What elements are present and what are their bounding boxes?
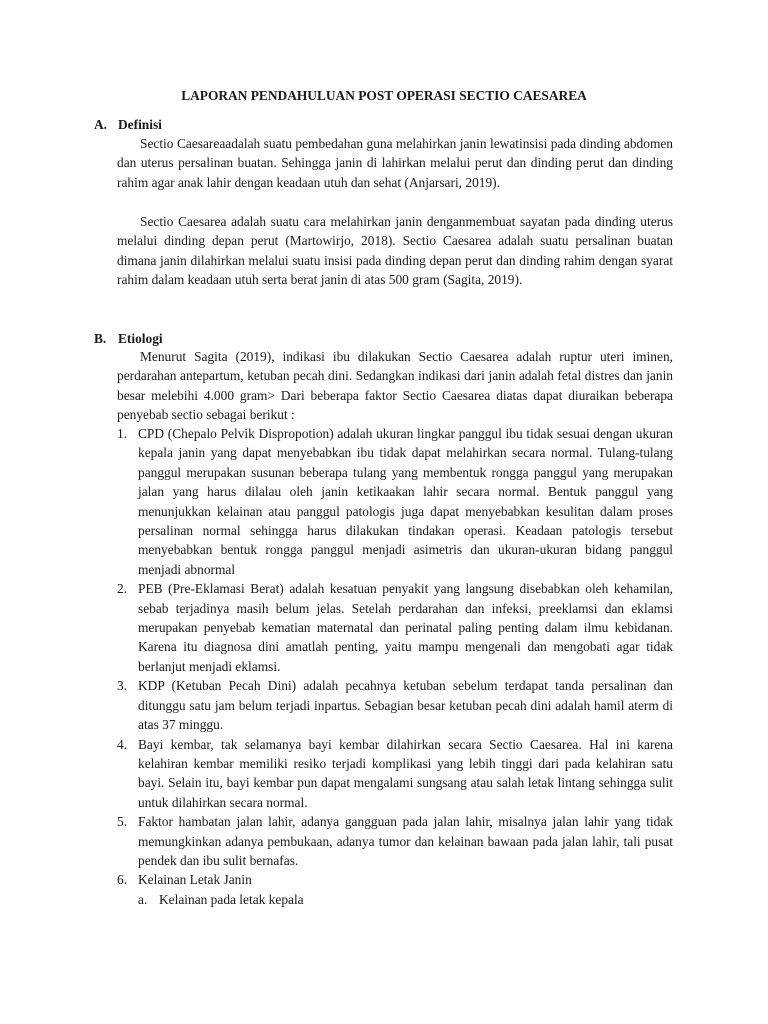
list-item-number: 5. — [117, 814, 128, 830]
section-a-title: Definisi — [118, 117, 162, 132]
list-item-text: Kelainan Letak Janin — [138, 872, 252, 888]
document-title: LAPORAN PENDAHULUAN POST OPERASI SECTIO CAESAREA — [181, 88, 587, 103]
list-item — [117, 812, 673, 870]
section-a-heading — [94, 115, 162, 134]
list-item-number: 4. — [117, 736, 128, 752]
list-item-number: 3. — [117, 678, 128, 694]
list-item-number: 2. — [117, 581, 128, 597]
section-b-heading — [94, 329, 163, 348]
list-item-text: KDP (Ketuban Pecah Dini) adalah pecahnya ketuban sebelum terdapat tanda persalinan dan ditunggu satu jam belum terjadi inpartus. Sebagian besar ketuban pecah dini adalah hamil aterm di atas 37 minggu. — [138, 678, 673, 733]
etiologi-intro-paragraph: Menurut Sagita (2019), indikasi ibu dilakukan Sectio Caesarea adalah ruptur uteri iminen, perdarahan antepartum, ketuban pecah dini. Sedangkan indikasi dari janin adalah fetal distres dan janin besar melebihi 4.000 gram> Dari beberapa faktor Sectio Caesarea diatas dapat diuraikan beberapa penyebab sectio sebagai berikut : — [117, 349, 673, 423]
list-item-number: 1. — [117, 426, 128, 441]
list-item-text: Faktor hambatan jalan lahir, adanya gangguan pada jalan lahir, misalnya jalan lahir yang tidak memungkinkan adanya pembukaan, adanya tumor dan kelainan bawaan pada jalan lahir, tali pusat pendek dan ibu sulit bernafas. — [138, 814, 673, 868]
sub-list-item-text: Kelainan pada letak kepala — [159, 891, 304, 907]
list-item — [117, 870, 673, 889]
sub-list-item — [138, 890, 673, 909]
section-b-title: Etiologi — [118, 331, 163, 346]
list-item-text: PEB (Pre-Eklamasi Berat) adalah kesatuan penyakit yang langsung disebabkan oleh kehamilan, sebab terjadinya masih belum jelas. Setelah perdarahan dan infeksi, preeklamsi dan eklamsi merupakan penyebab kematian maternatal dan perinatal paling penting dalam ilmu kebidanan. Karena itu diagnosa dini amatlah penting, yaitu mampu mengenali dan mengobati agar tidak berlanjut menjadi eklamsi. — [138, 581, 673, 674]
list-item-text: CPD (Chepalo Pelvik Dispropotion) adalah ukuran lingkar panggul ibu tidak sesuai dengan ukuran kepala janin yang dapat menyebabkan ibu tidak dapat melahirkan secara normal. Tulang-tulang panggul merupakan susunan beberapa tulang yang membentuk rongga panggul yang merupakan jalan yang harus dilalau oleh janin ketikaakan lahir secara normal. Bentuk panggul yang menunjukkan kelainan atau panggul patologis juga dapat menyebabkan kesulitan dalam proses persalinan normal sehingga harus dilakukan tindakan operasi. Keadaan patologis tersebut menyebabkan bentuk rongga panggul menjadi asimetris dan ukuran-ukuran bidang panggul menjadi abnormal — [138, 426, 673, 577]
list-item — [117, 579, 673, 676]
sub-list-item-letter: a. — [138, 891, 148, 907]
section-a-letter: A. — [94, 117, 108, 132]
list-item-text: Bayi kembar, tak selamanya bayi kembar dilahirkan secara Sectio Caesarea. Hal ini karena kelahiran kembar memiliki resiko terjadi komplikasi yang lebih tinggi dari pada kelahiran satu bayi. Selain itu, bayi kembar pun dapat mengalami sungsang atau salah letak lintang sehingga sulit untuk dilahirkan secara normal. — [138, 736, 673, 810]
list-item-number: 6. — [117, 872, 128, 888]
list-item — [117, 676, 673, 734]
list-item — [117, 424, 673, 579]
section-b-letter: B. — [94, 331, 107, 346]
definisi-paragraph-2: Sectio Caesarea adalah suatu cara melahirkan janin denganmembuat sayatan pada dinding uterus melalui dinding depan perut (Martowirjo, 2018). Sectio Caesarea adalah suatu persalinan buatan dimana janin dilahirkan melalui suatu insisi pada dinding depan perut dan dinding rahim dengan syarat rahim dalam keadaan utuh serta berat janin di atas 500 gram (Sagita, 2019). — [117, 214, 673, 288]
list-item — [117, 735, 673, 813]
definisi-paragraph-1: Sectio Caesareaadalah suatu pembedahan guna melahirkan janin lewatinsisi pada dinding abdomen dan uterus persalinan buatan. Sehingga janin di lahirkan melalui perut dan dinding perut dan dinding rahim agar anak lahir dengan keadaan utuh dan sehat (Anjarsari, 2019). — [117, 136, 673, 190]
etiologi-list — [117, 424, 673, 909]
